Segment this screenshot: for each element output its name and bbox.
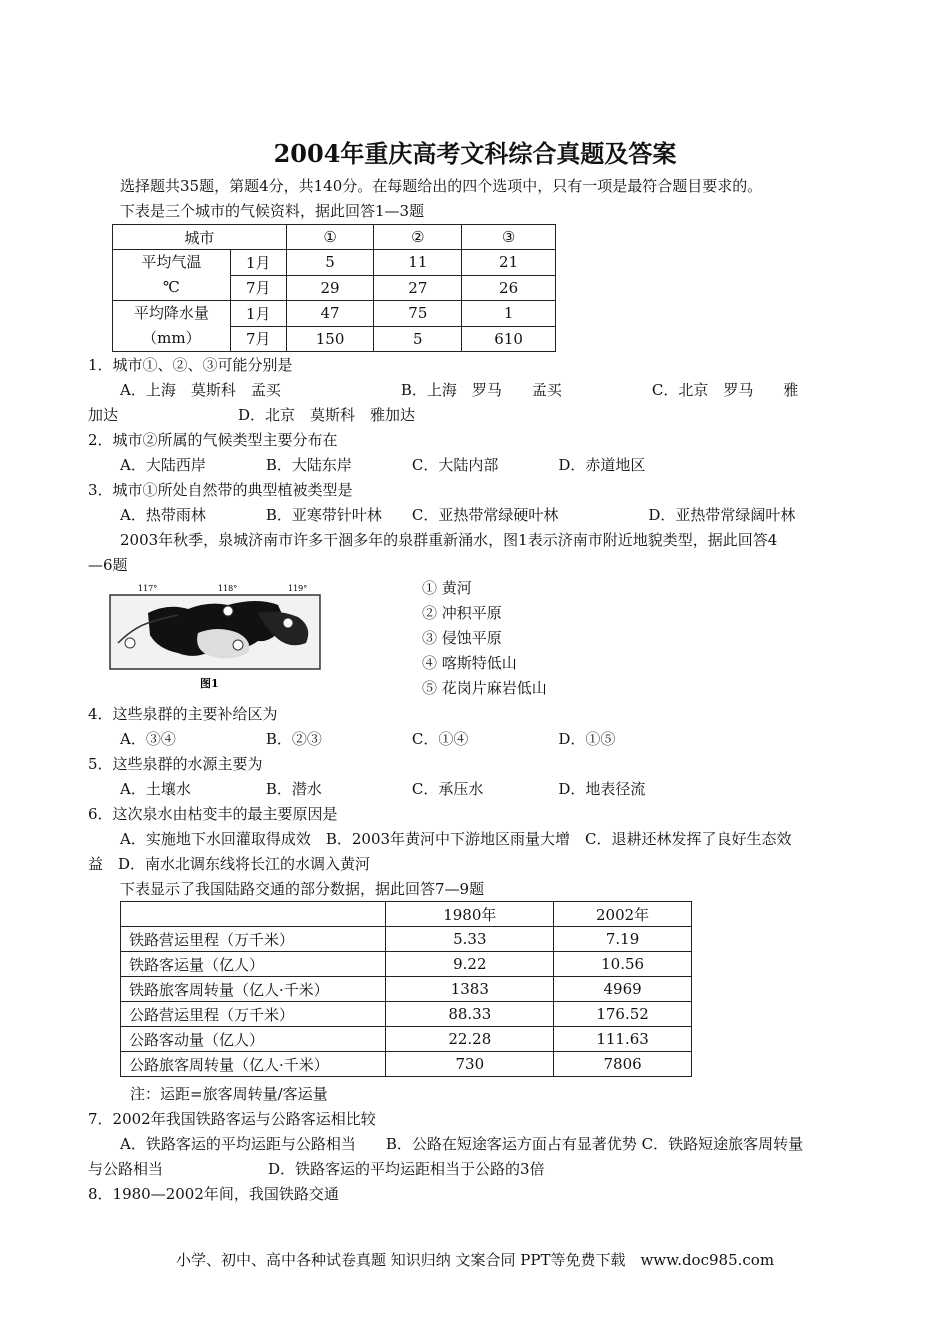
- q7-options-line2: 与公路相当 D．铁路客运的平均运距相当于公路的3倍: [88, 1160, 545, 1178]
- transport-table: [120, 901, 692, 1077]
- passage-2-line2: —6题: [88, 556, 128, 574]
- table-cell: 47: [286, 301, 374, 327]
- question-7: 7．2002年我国铁路客运与公路客运相比较: [88, 1110, 376, 1128]
- lon-label-118: 118°: [218, 584, 238, 593]
- legend-item: ② 冲积平原: [422, 604, 502, 622]
- table-row: [121, 927, 692, 952]
- question-8: 8．1980—2002年间，我国铁路交通: [88, 1185, 339, 1203]
- table-header-city3: ③: [462, 225, 556, 250]
- table-cell: 1: [462, 301, 556, 327]
- row-label: 铁路营运里程（万千米）: [121, 927, 386, 952]
- q1-options-line2: 加达 D．北京 莫斯科 雅加达: [88, 406, 416, 424]
- q7-options-line1: A．铁路客运的平均运距与公路相当 B．公路在短途客运方面占有显著优势 C．铁路短途旅客周转量: [120, 1135, 804, 1153]
- table-cell: 7.19: [554, 927, 692, 952]
- month-jan: 1月: [230, 301, 286, 327]
- table-row: [121, 977, 692, 1002]
- table-cell: 75: [374, 301, 462, 327]
- table-cell: 111.63: [554, 1027, 692, 1052]
- intro-text: 选择题共35题，第题4分，共140分。在每题给出的四个选项中，只有一项是最符合题目要求的。: [120, 177, 763, 195]
- table-cell: 730: [386, 1052, 554, 1077]
- table-cell: 5.33: [386, 927, 554, 952]
- table-row: [121, 1027, 692, 1052]
- table-cell: 26: [462, 275, 556, 301]
- table-cell: 5: [374, 326, 462, 352]
- map-legend: [422, 576, 547, 701]
- q1-options-line1: A．上海 莫斯科 孟买 B．上海 罗马 孟买 C．北京 罗马 雅: [120, 381, 799, 399]
- table-cell: 29: [286, 275, 374, 301]
- page-title: 2004年重庆高考文科综合真题及答案: [273, 139, 677, 168]
- table-cell: 610: [462, 326, 556, 352]
- table-cell: 27: [374, 275, 462, 301]
- row-label: 公路营运里程（万千米）: [121, 1002, 386, 1027]
- month-jul: 7月: [230, 275, 286, 301]
- question-4: 4．这些泉群的主要补给区为: [88, 705, 278, 723]
- legend-item: ③ 侵蚀平原: [422, 629, 502, 647]
- row-label: 铁路客运量（亿人）: [121, 952, 386, 977]
- table-row: [121, 952, 692, 977]
- table-cell: 9.22: [386, 952, 554, 977]
- q4-options: A．③④ B．②③ C．①④ D．①⑤: [120, 730, 616, 748]
- table-header: 1980年: [386, 902, 554, 927]
- temp-unit: ℃: [163, 278, 180, 296]
- table2-intro: 下表显示了我国陆路交通的部分数据，据此回答7—9题: [120, 880, 485, 898]
- table-row: [121, 1052, 692, 1077]
- question-6: 6．这次泉水由枯变丰的最主要原因是: [88, 805, 338, 823]
- question-2: 2．城市②所属的气候类型主要分布在: [88, 431, 338, 449]
- table1-intro: 下表是三个城市的气候资料，据此回答1—3题: [120, 202, 425, 220]
- figure-caption: 图1: [200, 677, 219, 690]
- table-header: 2002年: [554, 902, 692, 927]
- table-header-city2: ②: [374, 225, 462, 250]
- table-header-city1: ①: [286, 225, 374, 250]
- lon-label-119: 119°: [288, 584, 308, 593]
- table-cell: 7806: [554, 1052, 692, 1077]
- passage-2-line1: 2003年秋季，泉城济南市许多干涸多年的泉群重新涌水，图1表示济南市附近地貌类型，据此回答4: [120, 531, 778, 549]
- row-label: 公路客动量（亿人）: [121, 1027, 386, 1052]
- lon-label-117: 117°: [138, 584, 158, 593]
- row-label-rain: [113, 301, 231, 352]
- table-cell: 5: [286, 250, 374, 276]
- terrain-map-figure: [108, 583, 328, 693]
- question-5: 5．这些泉群的水源主要为: [88, 755, 263, 773]
- rain-unit: （mm）: [142, 329, 201, 347]
- table-cell: 1383: [386, 977, 554, 1002]
- table-cell: 176.52: [554, 1002, 692, 1027]
- table-row: [121, 1002, 692, 1027]
- legend-item: ④ 喀斯特低山: [422, 654, 517, 672]
- table-cell: 11: [374, 250, 462, 276]
- q6-options-line1: A．实施地下水回灌取得成效 B．2003年黄河中下游地区雨量大增 C．退耕还林发挥了良好生态效: [120, 830, 792, 848]
- legend-item: ① 黄河: [422, 579, 472, 597]
- legend-item: ⑤ 花岗片麻岩低山: [422, 679, 547, 697]
- month-jan: 1月: [230, 250, 286, 276]
- table-cell: 88.33: [386, 1002, 554, 1027]
- table-header: [121, 902, 386, 927]
- month-jul: 7月: [230, 326, 286, 352]
- table-header-city: 城市: [113, 225, 287, 250]
- question-3: 3．城市①所处自然带的典型植被类型是: [88, 481, 353, 499]
- q2-options: A．大陆西岸 B．大陆东岸 C．大陆内部 D．赤道地区: [120, 456, 646, 474]
- terrain-map: [108, 583, 328, 693]
- question-1: 1．城市①、②、③可能分别是: [88, 356, 293, 374]
- row-label: 公路旅客周转量（亿人·千米）: [121, 1052, 386, 1077]
- footer-text: 小学、初中、高中各种试卷真题 知识归纳 文案合同 PPT等免费下载 www.doc985.com: [175, 1251, 775, 1269]
- temp-label: 平均气温: [141, 253, 202, 271]
- table-cell: 21: [462, 250, 556, 276]
- rain-label: 平均降水量: [133, 304, 209, 322]
- table-cell: 4969: [554, 977, 692, 1002]
- table-cell: 150: [286, 326, 374, 352]
- table-cell: 10.56: [554, 952, 692, 977]
- row-label: 铁路旅客周转量（亿人·千米）: [121, 977, 386, 1002]
- table-cell: 22.28: [386, 1027, 554, 1052]
- row-label-temp: [113, 250, 231, 301]
- q3-options: A．热带雨林 B．亚寒带针叶林 C．亚热带常绿硬叶林 D．亚热带常绿阔叶林: [120, 506, 796, 524]
- q5-options: A．土壤水 B．潜水 C．承压水 D．地表径流: [120, 780, 646, 798]
- table2-note: 注：运距=旅客周转量/客运量: [130, 1085, 328, 1103]
- climate-table: [112, 224, 556, 352]
- q6-options-line2: 益 D．南水北调东线将长江的水调入黄河: [88, 855, 371, 873]
